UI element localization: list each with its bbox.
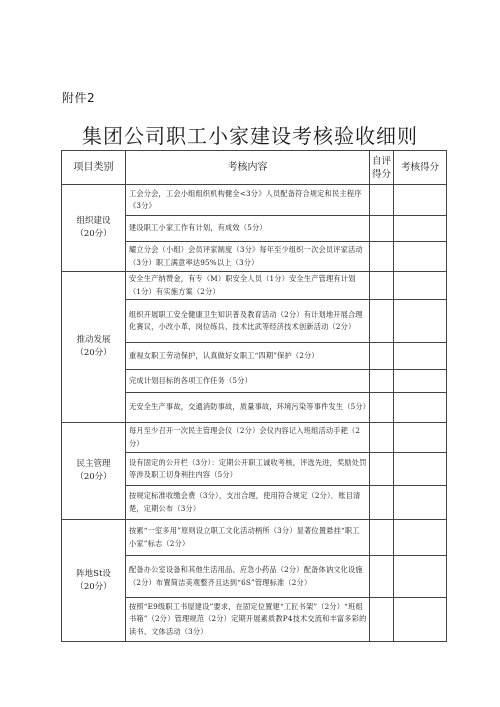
category-cell: 民主管理（20分） bbox=[62, 423, 126, 520]
review-score-cell[interactable] bbox=[394, 343, 447, 370]
review-score-cell[interactable] bbox=[394, 520, 447, 556]
header-self-score: 自评得分 bbox=[370, 151, 394, 185]
content-cell: 每月至少召开一次民主管理会仪（2分）会仪内容记入班组活动手耙（2分） bbox=[126, 423, 370, 453]
content-cell: 耀立分会（小组）会员评家制度（3分》每年至少组织一次会员评家活动（3分）职工满意率达95%以上（3分） bbox=[126, 242, 370, 272]
table-row bbox=[62, 520, 447, 556]
self-score-cell[interactable] bbox=[370, 486, 394, 520]
content-cell: 建设职工小家工作有计划，有成效（5分） bbox=[126, 216, 370, 242]
content-cell: 按规定标准收缴会费（3分），支出合理，使用符合规定（2分）．账目清楚，定期公布（3分） bbox=[126, 486, 370, 520]
category-cell: 阵地St设（20分） bbox=[62, 520, 126, 642]
content-cell: 设有固定的公开栏（3分）：定期公开职工诚收考核，评选先进，奖励处罚等涉及职工切身利拄内容（5分） bbox=[126, 453, 370, 486]
review-score-cell[interactable] bbox=[394, 185, 447, 216]
review-score-cell[interactable] bbox=[394, 453, 447, 486]
review-score-cell[interactable] bbox=[394, 242, 447, 272]
header-review-score: 考核得分 bbox=[394, 151, 447, 185]
content-cell: 工会分会，工会小组组织机构健全<3分》人员配备符合规定和民主程序《3分》 bbox=[126, 185, 370, 216]
attachment-label: 附件2 bbox=[62, 91, 96, 105]
self-score-cell[interactable] bbox=[370, 272, 394, 300]
content-cell: 重视女职工劳动保护，认真做好女职工“四期”保护（2分） bbox=[126, 343, 370, 370]
self-score-cell[interactable] bbox=[370, 520, 394, 556]
self-score-cell[interactable] bbox=[370, 242, 394, 272]
table-row bbox=[62, 423, 447, 453]
content-cell: 配备办公室设备和其他生活用品、应急小药品（2分）配备体讷文化设施（2分）布置简洁美观整齐且达到“6S”管理标准（2分） bbox=[126, 556, 370, 598]
review-score-cell[interactable] bbox=[394, 216, 447, 242]
review-score-cell[interactable] bbox=[394, 598, 447, 642]
self-score-cell[interactable] bbox=[370, 370, 394, 393]
category-cell: 组织建设（20分） bbox=[62, 185, 126, 272]
review-score-cell[interactable] bbox=[394, 272, 447, 300]
self-score-cell[interactable] bbox=[370, 300, 394, 343]
table-row bbox=[62, 272, 447, 300]
content-cell: 组织开展职工安全健康卫生知识普及教育活动（2分）有计划地开展合理化赛议，小改小革，岗位练兵、技术比武等经济技术创新活动（2分） bbox=[126, 300, 370, 343]
review-score-cell[interactable] bbox=[394, 486, 447, 520]
header-category: 项目类别 bbox=[62, 151, 126, 185]
document-title: 集团公司职工小家建设考核验收细则 bbox=[82, 124, 418, 148]
content-cell: 按累“一室多用”原则设立职工文化活动柄所（3分）显著位置悬挂“职工小家”标志（2分） bbox=[126, 520, 370, 556]
self-score-cell[interactable] bbox=[370, 556, 394, 598]
self-score-cell[interactable] bbox=[370, 393, 394, 423]
self-score-cell[interactable] bbox=[370, 185, 394, 216]
review-score-cell[interactable] bbox=[394, 556, 447, 598]
content-cell: 完成计划目标的各项工作任务（5分） bbox=[126, 370, 370, 393]
assessment-table bbox=[61, 150, 447, 642]
self-score-cell[interactable] bbox=[370, 216, 394, 242]
review-score-cell[interactable] bbox=[394, 423, 447, 453]
review-score-cell[interactable] bbox=[394, 393, 447, 423]
content-cell: 安全生产纳赞金，有专（M）职安全人员（1分）安全生产管理有计划（1分）有实施方案（2分） bbox=[126, 272, 370, 300]
header-content: 考核内容 bbox=[126, 151, 370, 185]
self-score-cell[interactable] bbox=[370, 423, 394, 453]
content-cell: 按照“E9级职工书屋建设”要求，在固定位置建“工匠书架”（2分）“班组书箱”（2分）管理规范（2分）定期开展素质教P4技术交流和丰富多彩的读书、文体活动（3分） bbox=[126, 598, 370, 642]
self-score-cell[interactable] bbox=[370, 453, 394, 486]
category-cell: 推动发展（20分） bbox=[62, 272, 126, 423]
self-score-cell[interactable] bbox=[370, 598, 394, 642]
review-score-cell[interactable] bbox=[394, 370, 447, 393]
content-cell: 无安全生产事故，交通消防事故，质量事故，环境污染等事件发生（5分） bbox=[126, 393, 370, 423]
table-row bbox=[62, 185, 447, 216]
header-row bbox=[62, 151, 447, 185]
self-score-cell[interactable] bbox=[370, 343, 394, 370]
review-score-cell[interactable] bbox=[394, 300, 447, 343]
